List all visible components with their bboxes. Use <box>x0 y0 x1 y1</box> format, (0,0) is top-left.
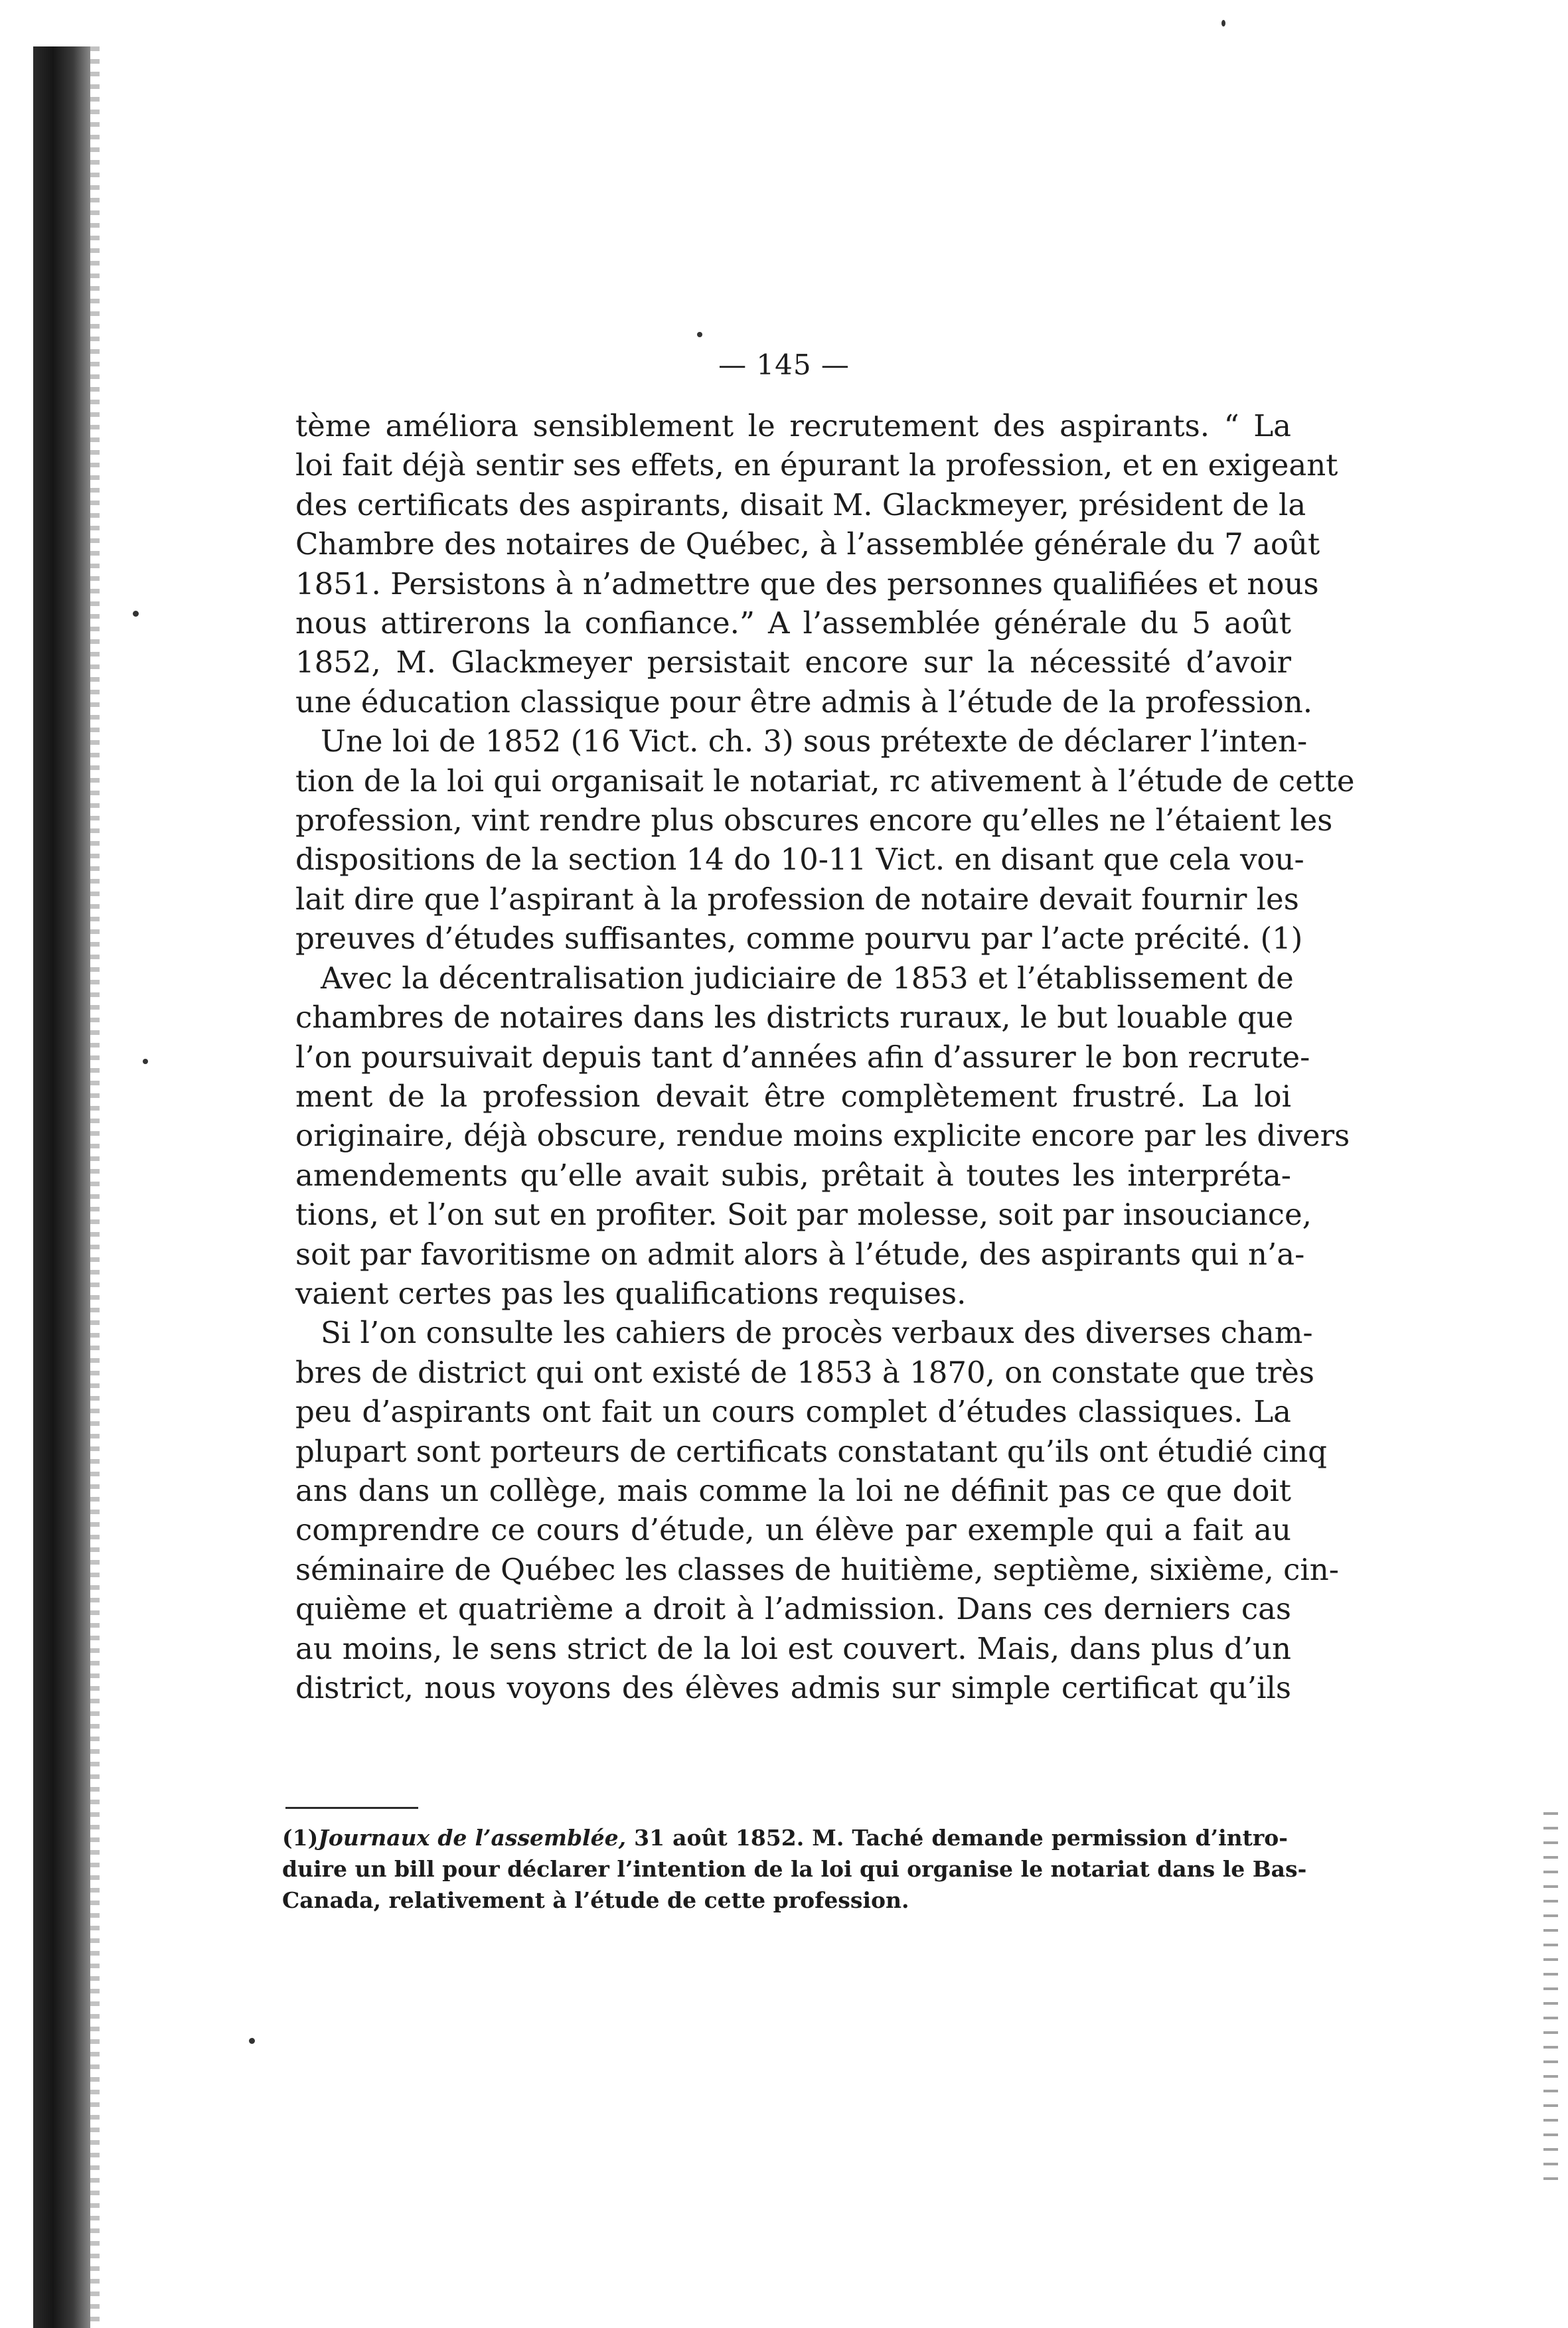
text-line: dispositions de la section 14 do 10-11 Vict. en disant que cela vou- <box>295 842 1304 878</box>
text-line: 1852, M. Glackmeyer persistait encore sur la nécessité d’avoir <box>295 645 1291 680</box>
text-line: chambres de notaires dans les districts ruraux, le but louable que <box>295 1000 1294 1036</box>
scan-speck <box>1221 20 1225 27</box>
text-line: bres de district qui ont existé de 1853 à 1870, on constate que très <box>295 1354 1314 1390</box>
text-line: 1851. Persistons à n’admettre que des personnes qualifiées et nous <box>295 566 1319 601</box>
text-line: lait dire que l’aspirant à la profession de notaire devait fournir les <box>295 881 1299 917</box>
footnote <box>282 1822 1307 1916</box>
text-line: soit par favoritisme on admit alors à l’étude, des aspirants qui n’a- <box>295 1236 1305 1272</box>
footnote-line-2: duire un bill pour déclarer l’intention de la loi qui organise le notariat dans le Bas- <box>282 1856 1307 1882</box>
text-line: tion de la loi qui organisait le notariat, rc ativement à l’étude de cette <box>295 763 1355 799</box>
text-line: l’on poursuivait depuis tant d’années afin d’assurer le bon recrute- <box>295 1039 1310 1075</box>
text-line: vaient certes pas les qualifications requises. <box>295 1275 967 1311</box>
text-line: amendements qu’elle avait subis, prêtait à toutes les interpréta- <box>295 1157 1291 1193</box>
footnote-marker: (1) <box>282 1825 319 1851</box>
text-line: plupart sont porteurs de certificats constatant qu’ils ont étudié cinq <box>295 1433 1327 1469</box>
footnote-line <box>282 1822 1288 1853</box>
text-line: district, nous voyons des élèves admis sur simple certificat qu’ils <box>295 1670 1291 1705</box>
scan-speck <box>249 2038 255 2044</box>
text-line: Avec la décentralisation judiciaire de 1853 et l’établissement de <box>321 960 1294 996</box>
text-line: séminaire de Québec les classes de huitième, septième, sixième, cin- <box>295 1551 1339 1587</box>
scan-speck <box>143 1059 148 1064</box>
text-line: Si l’on consulte les cahiers de procès verbaux des diverses cham- <box>321 1315 1313 1351</box>
text-line: ment de la profession devait être complètement frustré. La loi <box>295 1078 1291 1114</box>
text-line: Une loi de 1852 (16 Vict. ch. 3) sous prétexte de déclarer l’inten- <box>321 724 1308 759</box>
text-line: Chambre des notaires de Québec, à l’assemblée générale du 7 août <box>295 526 1320 562</box>
footnote-source: Journaux de l’assemblée, <box>318 1825 627 1851</box>
scan-speck <box>133 611 139 617</box>
scan-margin-marks <box>1543 1812 1558 2184</box>
footnote-rule <box>285 1807 418 1809</box>
text-line: tème améliora sensiblement le recrutement des aspirants. “ La <box>295 408 1291 443</box>
text-line: peu d’aspirants ont fait un cours complet d’études classiques. La <box>295 1394 1291 1430</box>
text-line: au moins, le sens strict de la loi est couvert. Mais, dans plus d’un <box>295 1630 1291 1666</box>
text-line: quième et quatrième a droit à l’admission. Dans ces derniers cas <box>295 1591 1291 1627</box>
body-text <box>295 406 1355 1707</box>
text-line: tions, et l’on sut en profiter. Soit par molesse, soit par insouciance, <box>295 1197 1312 1233</box>
text-line: ans dans un collège, mais comme la loi ne définit pas ce que doit <box>295 1472 1291 1508</box>
page-number: — 145 — <box>718 349 850 381</box>
text-line: originaire, déjà obscure, rendue moins explicite encore par les divers <box>295 1118 1350 1154</box>
text-line: loi fait déjà sentir ses effets, en épurant la profession, et en exigeant <box>295 447 1338 483</box>
text-line: nous attirerons la confiance.” A l’assemblée générale du 5 août <box>295 605 1291 641</box>
text-line: des certificats des aspirants, disait M. Glackmeyer, président de la <box>295 487 1306 522</box>
text-line: comprendre ce cours d’étude, un élève par exemple qui a fait au <box>295 1512 1291 1548</box>
text-line: preuves d’études suffisantes, comme pourvu par l’acte précité. (1) <box>295 921 1303 957</box>
footnote-line-1: 31 août 1852. M. Taché demande permission d’intro- <box>626 1825 1288 1851</box>
text-line: une éducation classique pour être admis à l’étude de la profession. <box>295 684 1313 720</box>
scan-binding-edge <box>33 46 90 2328</box>
scan-speck <box>697 332 702 337</box>
text-line: profession, vint rendre plus obscures encore qu’elles ne l’étaient les <box>295 803 1333 838</box>
footnote-line-3: Canada, relativement à l’étude de cette profession. <box>282 1887 909 1913</box>
